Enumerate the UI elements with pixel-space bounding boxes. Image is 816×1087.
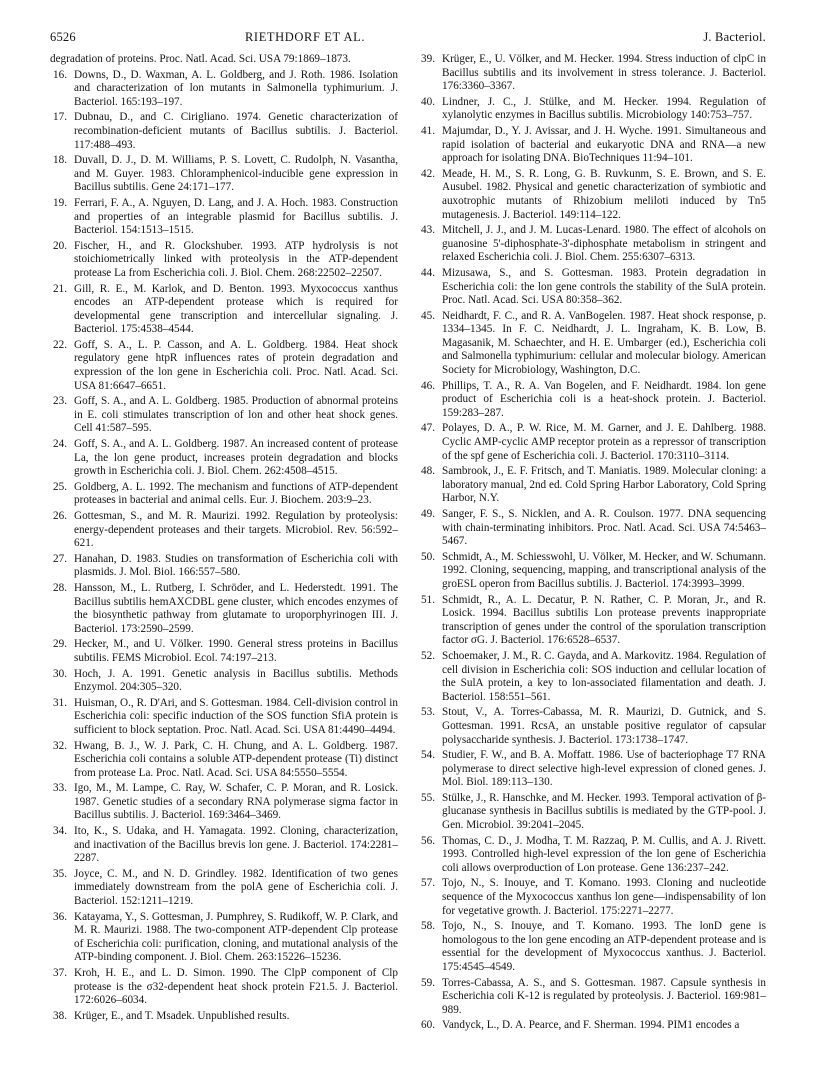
reference-text: Goff, S. A., and A. L. Goldberg. 1985. Production of abnormal proteins in E. coli stimulates transcription of lon and other heat shock genes. Cell 41:587–595. [74, 395, 398, 435]
reference-entry [50, 69, 398, 110]
reference-number: 53. [421, 706, 435, 719]
reference-entry [50, 582, 398, 636]
reference-entry [418, 706, 766, 747]
reference-text: degradation of proteins. Proc. Natl. Acad. Sci. USA 79:1869–1873. [50, 53, 351, 65]
reference-text: Tojo, N., S. Inouye, and T. Komano. 1993. The lonD gene is homologous to the lon gene encoding an ATP-dependent protease and is essential for the development of Myxococcus xanthus. J. Bacteriol. 175:4545–4549. [442, 920, 766, 973]
reference-text: Vandyck, L., D. A. Pearce, and F. Sherman. 1994. PIM1 encodes a [442, 1019, 740, 1032]
reference-number: 40. [421, 95, 435, 108]
reference-entry [50, 197, 398, 238]
reference-text: Ferrari, F. A., A. Nguyen, D. Lang, and J. A. Hoch. 1983. Construction and properties of an integrable plasmid for Bacillus subtilis. J. Bacteriol. 154:1513–1515. [74, 196, 398, 237]
reference-text: Mitchell, J. J., and J. M. Lucas-Lenard. 1980. The effect of alcohols on guanosine 5'-diphosphate-3'-diphosphate metabolism in stringent and relaxed Escherichia coli. J. Biol. Chem. 255:6307–6313. [442, 224, 766, 264]
reference-text: Stülke, J., R. Hanschke, and M. Hecker. 1993. Temporal activation of β-glucanase synthesis in Bacillus subtilis is mediated by the GTP-pool. J. Gen. Microbiol. 39:2041–2045. [442, 791, 766, 832]
reference-number: 29. [53, 638, 67, 651]
reference-number: 25. [53, 480, 67, 493]
reference-text: Tojo, N., S. Inouye, and T. Komano. 1993. Cloning and nucleotide sequence of the Myxococcus xanthus lon gene—indispensability of lon for vegetative growth. J. Bacteriol. 175:2271–2277. [442, 877, 766, 917]
reference-number: 34. [53, 825, 67, 838]
reference-entry [418, 920, 766, 974]
reference-number: 35. [53, 867, 67, 880]
reference-entry [418, 422, 766, 463]
reference-text: Igo, M., M. Lampe, C. Ray, W. Schafer, C. P. Moran, and R. Losick. 1987. Genetic studies of a secondary RNA polymerase sigma factor in Bacillus subtilis. J. Bacteriol. 169:3464–3469. [74, 782, 398, 822]
reference-number: 51. [421, 593, 435, 606]
reference-text: Polayes, D. A., P. W. Rice, M. M. Garner, and J. E. Dahlberg. 1988. Cyclic AMP-cyclic AMP receptor protein as a repressor of transcription of the spf gene of Escherichia coli. J. Bacteriol. 170:3110–3114. [442, 422, 766, 462]
reference-entry [418, 749, 766, 790]
reference-entry [50, 438, 398, 479]
reference-text: Sambrook, J., E. F. Fritsch, and T. Maniatis. 1989. Molecular cloning: a laboratory manual, 2nd ed. Cold Spring Harbor Laboratory, Cold Spring Harbor, N.Y. [442, 465, 766, 505]
reference-number: 45. [421, 309, 435, 322]
reference-number: 44. [421, 266, 435, 279]
reference-number: 22. [53, 338, 67, 351]
reference-entry [50, 825, 398, 866]
reference-entry [50, 510, 398, 551]
reference-entry [418, 380, 766, 421]
reference-entry [50, 911, 398, 965]
reference-number: 60. [421, 1019, 435, 1032]
reference-text: Torres-Cabassa, A. S., and S. Gottesman. 1987. Capsule synthesis in Escherichia coli K-12 is regulated by proteolysis. J. Bacteriol. 169:981–989. [442, 976, 766, 1016]
reference-number: 17. [53, 111, 67, 124]
reference-number: 19. [53, 196, 67, 209]
reference-entry [50, 111, 398, 152]
reference-number: 46. [421, 379, 435, 392]
reference-entry [50, 967, 398, 1008]
reference-number: 18. [53, 154, 67, 167]
reference-entry [418, 310, 766, 378]
reference-text: Phillips, T. A., R. A. Van Bogelen, and F. Neidhardt. 1984. lon gene product of Escherichia coli is a heat-shock protein. J. Bacteriol. 159:283–287. [442, 379, 766, 419]
reference-entry [50, 638, 398, 665]
reference-number: 24. [53, 438, 67, 451]
reference-entry [50, 1010, 398, 1024]
reference-text: Krüger, E., and T. Msadek. Unpublished results. [74, 1009, 290, 1022]
reference-entry [50, 868, 398, 909]
reference-number: 47. [421, 422, 435, 435]
reference-text: Huisman, O., R. D'Ari, and S. Gottesman. 1984. Cell-division control in Escherichia coli: specific induction of the SOS function SfiA protein is sufficient to block septation. Proc. Natl. Acad. Sci. USA 81:4490–4494. [74, 696, 398, 736]
reference-entry [418, 465, 766, 506]
reference-entry [418, 977, 766, 1018]
reference-number: 59. [421, 976, 435, 989]
reference-entry [418, 168, 766, 222]
reference-text: Goff, S. A., and A. L. Goldberg. 1987. An increased content of protease La, the lon gene product, increases protein degradation and blocks growth in Escherichia coli. J. Biol. Chem. 262:4508–4515. [74, 438, 398, 478]
reference-entry [418, 53, 766, 94]
reference-entry [418, 96, 766, 123]
reference-number: 54. [421, 749, 435, 762]
reference-entry [418, 551, 766, 592]
reference-text: Lindner, J. C., J. Stülke, and M. Hecker. 1994. Regulation of xylanolytic enzymes in Bacillus subtilis. Microbiology 140:753–757. [442, 95, 766, 122]
references-right-column [418, 53, 766, 1035]
reference-number: 30. [53, 667, 67, 680]
reference-number: 50. [421, 550, 435, 563]
reference-number: 27. [53, 552, 67, 565]
reference-text: Stout, V., A. Torres-Cabassa, M. R. Maurizi, D. Gutnick, and S. Gottesman. 1991. RcsA, an unstable positive regulator of capsular polysaccharide synthesis. J. Bacteriol. 173:1738–1747. [442, 706, 766, 746]
reference-number: 58. [421, 920, 435, 933]
references-left-column [50, 53, 398, 1025]
reference-number: 42. [421, 167, 435, 180]
reference-entry [418, 835, 766, 876]
running-head-authors: RIETHDORF ET AL. [245, 30, 366, 44]
reference-number: 41. [421, 124, 435, 137]
running-head-journal: J. Bacteriol. [703, 30, 766, 44]
reference-entry [50, 240, 398, 281]
reference-entry [418, 1019, 766, 1033]
reference-entry [418, 594, 766, 648]
reference-number: 33. [53, 782, 67, 795]
reference-text: Duvall, D. J., D. M. Williams, P. S. Lovett, C. Rudolph, N. Vasantha, and M. Guyer. 1983. Chloramphenicol-inducible gene expression in Bacillus subtilis. Gene 24:171–177. [74, 154, 398, 194]
reference-entry [50, 339, 398, 393]
reference-text: Schoemaker, J. M., R. C. Gayda, and A. Markovitz. 1984. Regulation of cell division in Escherichia coli: SOS induction and cellular location of the SulA protein, a key to lon-associated filamentation and death. J. Bacteriol. 158:551–561. [442, 649, 766, 703]
reference-text: Gill, R. E., M. Karlok, and D. Benton. 1993. Myxococcus xanthus encodes an ATP-dependent protease which is required for developmental gene transcription and intercellular signaling. J. Bacteriol. 175:4538–4544. [74, 282, 398, 336]
reference-text: Mizusawa, S., and S. Gottesman. 1983. Protein degradation in Escherichia coli: the lon gene controls the stability of the SulA protein. Proc. Natl. Acad. Sci. USA 80:358–362. [442, 266, 766, 307]
reference-number: 37. [53, 967, 67, 979]
reference-number: 36. [53, 910, 67, 923]
reference-entry [50, 740, 398, 781]
reference-entry [418, 508, 766, 549]
reference-number: 21. [53, 282, 67, 295]
reference-number: 31. [53, 696, 67, 709]
reference-entry [418, 792, 766, 833]
reference-number: 56. [421, 834, 435, 847]
reference-entry [50, 697, 398, 738]
reference-number: 28. [53, 581, 67, 594]
reference-text: Fischer, H., and R. Glockshuber. 1993. ATP hydrolysis is not stoichiometrically linked with proteolysis in the ATP-dependent protease La from Escherichia coli. J. Biol. Chem. 268:22502–22507. [74, 239, 398, 279]
reference-number: 23. [53, 395, 67, 408]
reference-text: Hoch, J. A. 1991. Genetic analysis in Bacillus subtilis. Methods Enzymol. 204:305–320. [74, 667, 398, 694]
reference-number: 43. [421, 224, 435, 237]
reference-text: Katayama, Y., S. Gottesman, J. Pumphrey, S. Rudikoff, W. P. Clark, and M. R. Maurizi. 1988. The two-component ATP-dependent Clp protease of Escherichia coli: purification, cloning, and mutational analysis of the ATP-binding component. J. Biol. Chem. 263:15226–15236. [74, 910, 398, 964]
reference-number: 55. [421, 791, 435, 804]
reference-text: Krüger, E., U. Völker, and M. Hecker. 1994. Stress induction of clpC in Bacillus subtilis and its involvement in stress tolerance. J. Bacteriol. 176:3360–3367. [442, 53, 766, 93]
reference-number: 38. [53, 1009, 67, 1022]
reference-entry [50, 53, 398, 67]
reference-entry [418, 224, 766, 265]
reference-text: Schmidt, A., M. Schiesswohl, U. Völker, M. Hecker, and W. Schumann. 1992. Cloning, sequencing, mapping, and transcriptional analysis of the groESL operon from Bacillus subtilis. J. Bacteriol. 174:3993–3999. [442, 550, 766, 590]
reference-text: Studier, F. W., and B. A. Moffatt. 1986. Use of bacteriophage T7 RNA polymerase to direct selective high-level expression of cloned genes. J. Mol. Biol. 189:113–130. [442, 749, 766, 789]
reference-number: 32. [53, 739, 67, 752]
reference-text: Sanger, F. S., S. Nicklen, and A. R. Coulson. 1977. DNA sequencing with chain-terminating inhibitors. Proc. Natl. Acad. Sci. USA 74:5463–5467. [442, 508, 766, 548]
reference-text: Downs, D., D. Waxman, A. L. Goldberg, and J. Roth. 1986. Isolation and characterization of lon mutants in Salmonella typhimurium. J. Bacteriol. 165:193–197. [74, 68, 398, 108]
reference-text: Schmidt, R., A. L. Decatur, P. N. Rather, C. P. Moran, Jr., and R. Losick. 1994. Bacillus subtilis Lon protease prevents inappropriate transcription of genes under the control of the sporulation transcription factor σG. J. Bacteriol. 176:6528–6537. [442, 593, 766, 647]
reference-number: 39. [421, 53, 435, 65]
reference-text: Ito, K., S. Udaka, and H. Yamagata. 1992. Cloning, characterization, and inactivation of the Bacillus brevis lon gene. J. Bacteriol. 174:2281–2287. [74, 825, 398, 865]
reference-text: Majumdar, D., Y. J. Avissar, and J. H. Wyche. 1991. Simultaneous and rapid isolation of bacterial and eukaryotic DNA and RNA—a new approach for isolating DNA. BioTechniques 11:94–101. [442, 124, 766, 165]
reference-number: 52. [421, 649, 435, 662]
reference-number: 49. [421, 508, 435, 520]
reference-text: Gottesman, S., and M. R. Maurizi. 1992. Regulation by proteolysis: energy-dependent proteases and their targets. Microbiol. Rev. 56:592–621. [74, 510, 398, 550]
reference-entry [418, 125, 766, 166]
reference-entry [418, 267, 766, 308]
reference-number: 57. [421, 877, 435, 890]
reference-text: Goldberg, A. L. 1992. The mechanism and functions of ATP-dependent proteases in bacterial and animal cells. Eur. J. Biochem. 203:9–23. [74, 480, 398, 507]
reference-text: Dubnau, D., and C. Cirigliano. 1974. Genetic characterization of recombination-deficient mutants of Bacillus subtilis. J. Bacteriol. 117:488–493. [74, 111, 398, 151]
page-number: 6526 [50, 30, 76, 44]
reference-entry [418, 877, 766, 918]
reference-entry [418, 650, 766, 704]
reference-text: Neidhardt, F. C., and R. A. VanBogelen. 1987. Heat shock response, p. 1334–1345. In F. C. Neidhardt, J. L. Ingraham, K. B. Low, B. Magasanik, M. Schaechter, and H. E. Umbarger (ed.), Escherichia coli and Salmonella typhimurium: cellular and molecular biology. American Society for Microbiology, Washington, D.C. [442, 309, 766, 377]
reference-text: Hansson, M., L. Rutberg, I. Schröder, and L. Hederstedt. 1991. The Bacillus subtilis hemAXCDBL gene cluster, which encodes enzymes of the biosynthetic pathway from glutamate to uroporphyrinogen III. J. Bacteriol. 173:2590–2599. [74, 581, 398, 635]
reference-number: 26. [53, 510, 67, 522]
reference-entry [50, 553, 398, 580]
reference-number: 48. [421, 465, 435, 478]
reference-text: Hwang, B. J., W. J. Park, C. H. Chung, and A. L. Goldberg. 1987. Escherichia coli contains a soluble ATP-dependent protease (Ti) distinct from protease La. Proc. Natl. Acad. Sci. USA 84:5550–5554. [74, 739, 398, 779]
reference-entry [50, 283, 398, 337]
reference-text: Hecker, M., and U. Völker. 1990. General stress proteins in Bacillus subtilis. FEMS Microbiol. Ecol. 74:197–213. [74, 638, 398, 664]
reference-entry [50, 481, 398, 508]
reference-text: Meade, H. M., S. R. Long, G. B. Ruvkunm, S. E. Brown, and S. E. Ausubel. 1982. Physical and genetic characterization of symbiotic and auxotrophic mutants of Rhizobium meliloti induced by Tn5 mutagenesis. J. Bacteriol. 149:114–122. [442, 167, 766, 221]
reference-number: 16. [53, 68, 67, 81]
reference-text: Joyce, C. M., and N. D. Grindley. 1982. Identification of two genes immediately downstream from the polA gene of Escherichia coli. J. Bacteriol. 152:1211–1219. [74, 867, 398, 908]
reference-text: Hanahan, D. 1983. Studies on transformation of Escherichia coli with plasmids. J. Mol. Biol. 166:557–580. [74, 552, 398, 579]
reference-entry [50, 782, 398, 823]
reference-number: 20. [53, 239, 67, 252]
reference-entry [50, 668, 398, 695]
reference-text: Goff, S. A., L. P. Casson, and A. L. Goldberg. 1984. Heat shock regulatory gene htpR influences rates of protein degradation and expression of the lon gene in Escherichia coli. Proc. Natl. Acad. Sci. USA 81:6647–6651. [74, 338, 398, 392]
reference-entry [50, 395, 398, 436]
reference-entry [50, 154, 398, 195]
reference-text: Kroh, H. E., and L. D. Simon. 1990. The ClpP component of Clp protease is the σ32-dependent heat shock protein F21.5. J. Bacteriol. 172:6026–6034. [74, 967, 398, 1007]
reference-text: Thomas, C. D., J. Modha, T. M. Razzaq, P. M. Cullis, and A. J. Rivett. 1993. Controlled high-level expression of the lon gene of Escherichia coli allows overproduction of Lon protease. Gene 136:237–242. [442, 834, 766, 874]
